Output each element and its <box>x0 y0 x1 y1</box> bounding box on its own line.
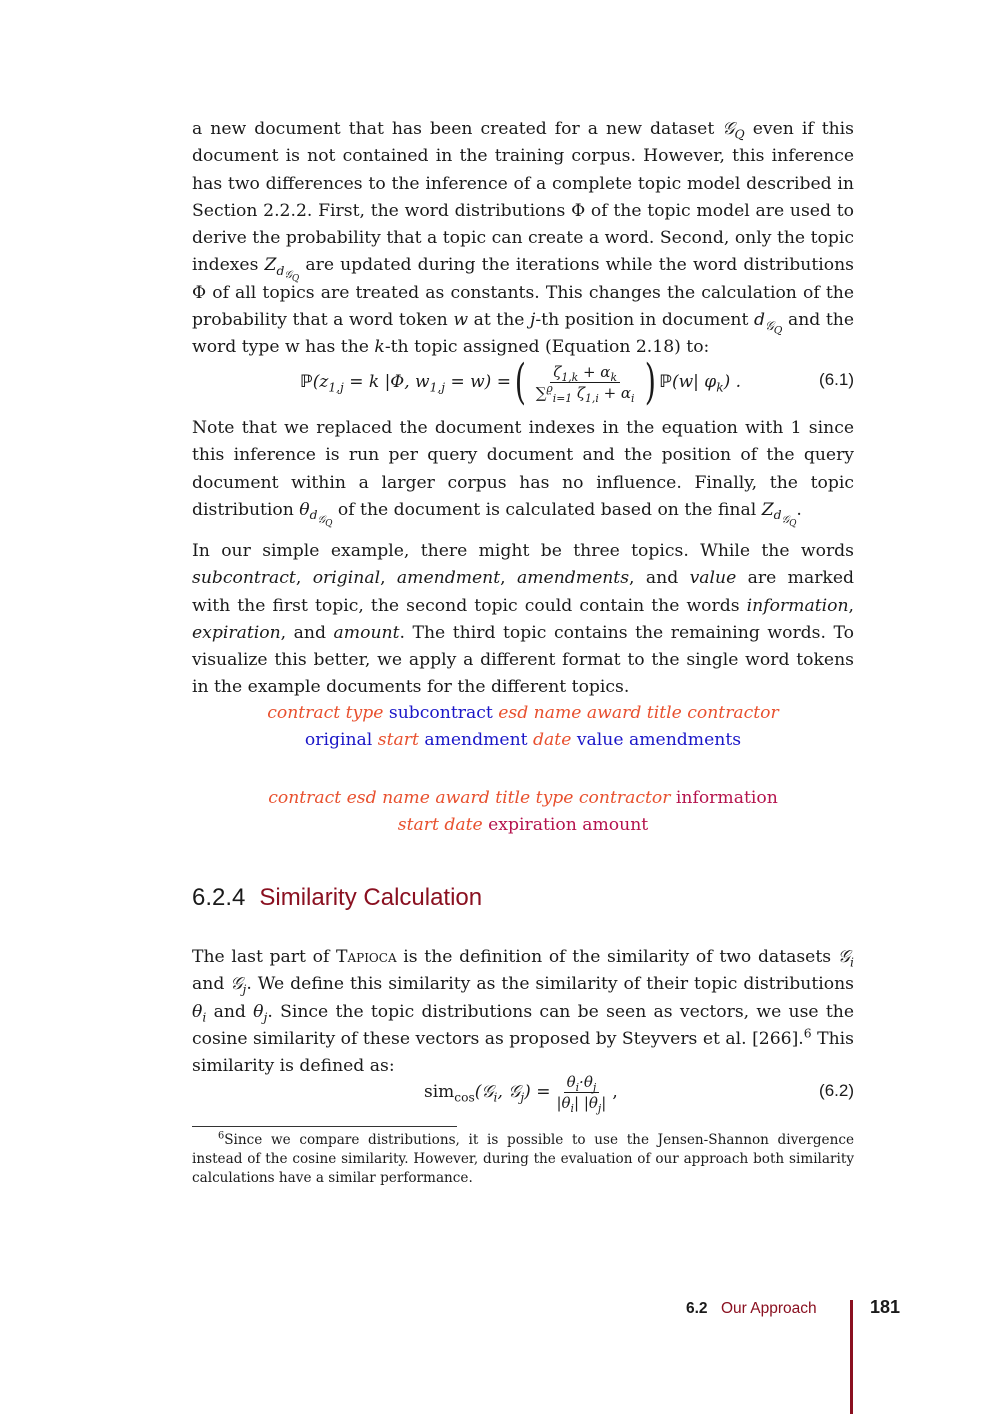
token-topic-3: date <box>533 730 572 751</box>
token-topic-1: value amendments <box>576 730 742 751</box>
text-span: at the <box>468 310 531 331</box>
close-paren: ) <box>644 354 656 410</box>
token-topic-2: information <box>675 788 778 808</box>
fraction: $\frac{\zeta_{1,k} + \alpha_k}{\sum^ϱ_{i=1} \zeta_{1,i} + \alpha_i}$ <box>535 362 635 405</box>
open-paren: ( <box>514 354 526 410</box>
paragraph-similarity: The last part of Tapioca is the definition of the similarity of two datasets 𝒢$_i$ and 𝒢$_j$. We define this similarity as the similarity of their topic distributions $\theta_i$ and $\theta_j$. Since the topic distributions can be seen as vectors, we use the cosine similarity of these vectors as proposed by Steyvers et al. [266].$^6$ This similarity is defined as: <box>192 947 854 1077</box>
example-2-line-1 <box>192 785 854 812</box>
equation-number: (6.1) <box>819 370 854 389</box>
prob-symbol: ℙ <box>659 372 672 392</box>
math-w-roman: w <box>285 337 300 358</box>
page-number: 181 <box>870 1297 901 1317</box>
equation-6-2 <box>192 1064 854 1124</box>
example-document-1 <box>192 700 854 755</box>
tapioca-name: Tapioca <box>335 947 397 967</box>
footer-section-title[interactable]: Our Approach <box>721 1300 817 1317</box>
example-1-line-1 <box>192 700 854 727</box>
text-span: and the word type <box>192 310 854 358</box>
math-z-dgq: $Z_{d_{𝒢_Q}}$ <box>264 255 300 285</box>
paragraph-note: Note that we replaced the document indexes in the equation with 1 since this inference is run per query document and the position of the query document within a larger corpus has no influence. Finally, the topic distribution $\theta_{d_{𝒢_Q}}$ of the document is calculated based on the final $Z_{d_{𝒢_Q}}$. <box>192 418 854 529</box>
token-topic-1: subcontract <box>388 703 493 723</box>
token-topic-1: original <box>304 730 373 751</box>
example-1-line-2 <box>192 727 854 754</box>
math-one: 1 <box>790 418 802 438</box>
math-dataset-gq: 𝒢$_Q$ <box>722 119 745 142</box>
text-span: of the topic model are used to derive the probability that a topic can create a word. Second, only the topic indexes <box>192 200 854 276</box>
token-topic-3: contract esd name award title type contractor <box>268 788 671 808</box>
math-theta-dgq: $\theta_{d_{𝒢_Q}}$ <box>299 499 333 529</box>
footnote-marker[interactable]: 6 <box>803 1026 812 1041</box>
text-span: are updated during the iterations while the word distributions <box>299 255 855 276</box>
paragraph-example: In our simple example, there might be three topics. While the words subcontract, original, amendment, amendments, and value are marked with the first topic, the second topic could contain the words information, expiration, and amount. The third topic contains the remaining words. To visualize this better, we apply a different format to the single word tokens in the example documents for the different topics. <box>192 541 855 698</box>
math-j: j <box>530 310 536 331</box>
text-span: of all topics are treated as constants. This changes the calculation of the probability that a word token <box>192 282 854 331</box>
section-heading <box>192 884 482 912</box>
token-topic-2: expiration amount <box>488 815 649 836</box>
section-title: Similarity Calculation <box>259 884 483 911</box>
token-topic-3: start date <box>397 815 483 836</box>
math-phi: Φ <box>571 200 586 221</box>
prob-symbol: ℙ <box>300 372 313 392</box>
token-topic-3: start <box>377 730 419 751</box>
equation-6-2-body: sim$_{cos}$ (𝒢$_i$, 𝒢$_j$) = $\frac{\theta_i\cdot\theta_j}{|\theta_i| |\theta_j|}$ , <box>424 1072 618 1115</box>
footer-bar <box>850 1300 853 1414</box>
footnote <box>192 1131 854 1188</box>
text-span: a new document that has been created for a new dataset <box>192 119 723 139</box>
token-topic-3: contract type <box>267 703 384 723</box>
text-span: -th topic assigned (Equation 2.18) to: <box>384 337 710 358</box>
footnote-rule <box>192 1126 457 1127</box>
math-phi: Φ <box>192 282 207 303</box>
equation-number: (6.2) <box>819 1081 854 1100</box>
text-span: has the <box>299 337 375 358</box>
paragraph-inference <box>192 116 854 362</box>
text-span: even if this document is not contained in the training corpus. However, this inference has two differences to the inference of a complete topic model described in Section 2.2.2. First, the word distributions <box>192 119 854 221</box>
token-topic-1: amendment <box>424 730 528 751</box>
footnote-number: 6 <box>218 1130 225 1142</box>
section-number: 6.2.4 <box>192 884 246 911</box>
example-document-2 <box>192 785 854 840</box>
math-k: k <box>374 337 385 358</box>
equation-6-1 <box>192 352 854 412</box>
math-w: w <box>453 310 469 331</box>
text-span: -th position in document <box>535 310 754 331</box>
math-z-dgq: $Z_{d_{𝒢_Q}}$ <box>761 499 797 529</box>
fraction: $\frac{\theta_i\cdot\theta_j}{|\theta_i| |\theta_j|}$ <box>556 1072 607 1115</box>
footer-section-number: 6.2 <box>686 1300 708 1317</box>
token-topic-3: esd name award title contractor <box>498 703 779 723</box>
footnote-text: Since we compare distributions, it is possible to use the Jensen-Shannon divergence instead of the cosine similarity. However, during the evaluation of our approach both similarity calculations have a similar performance. <box>192 1132 854 1186</box>
equation-6-1-body: ℙ ($z_{1,j} = k$ |Φ, $w_{1,j} = w$) = ( $\frac{\zeta_{1,k} + \alpha_k}{\sum^ϱ_{i=1} \zeta_{1,i} + \alpha_i}$ ) ℙ (w| $\varphi_k$) . <box>300 354 742 410</box>
example-2-line-2 <box>192 812 854 839</box>
math-d-gq: $d_{𝒢_Q}$ <box>753 310 783 336</box>
